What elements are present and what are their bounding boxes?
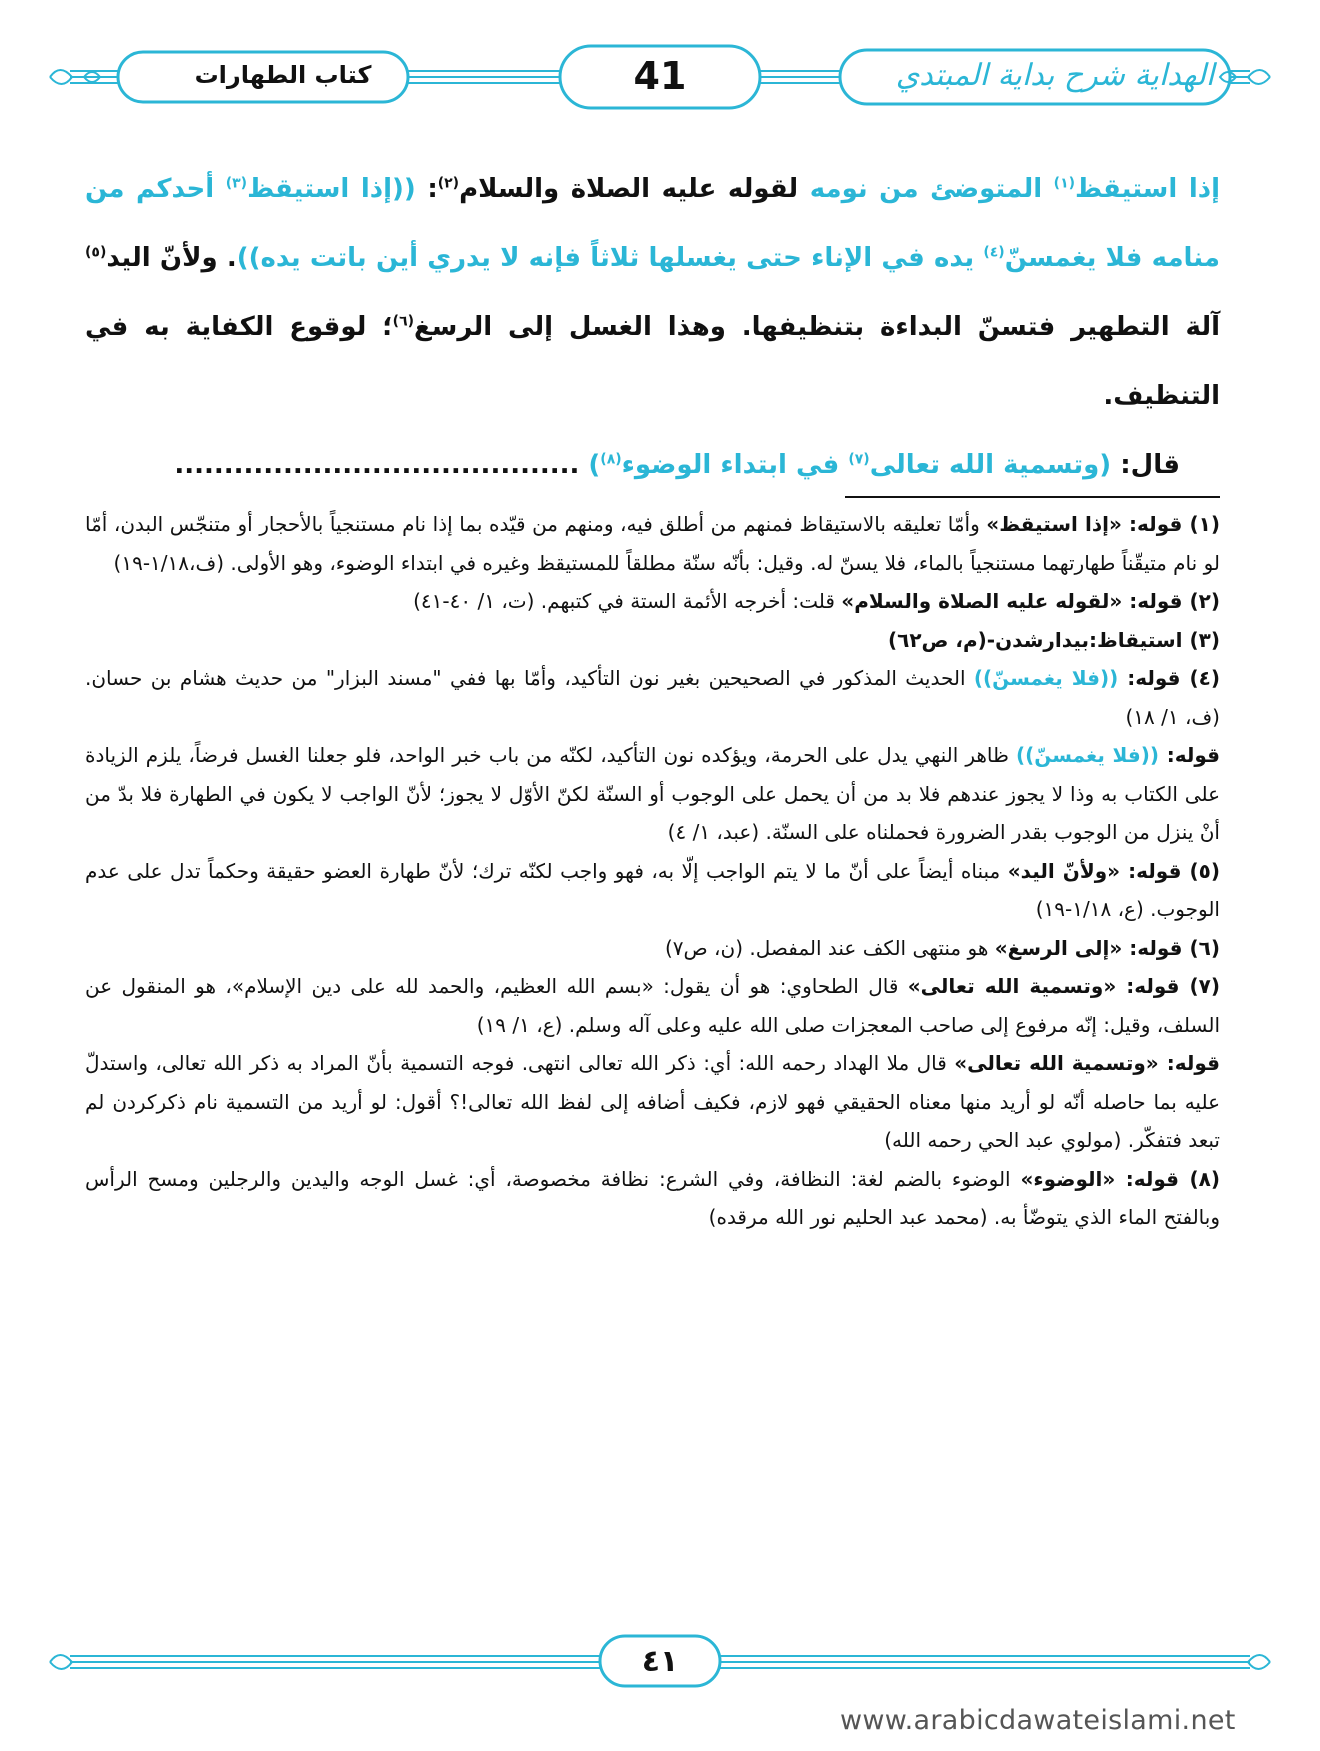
commentary-text: :: [415, 174, 438, 204]
footnote-ref: (٣): [225, 175, 248, 192]
main-paragraph-1: [85, 155, 1220, 431]
footnote-ref: (٥): [85, 244, 107, 261]
hadith-text: ((إذا استيقظ: [247, 174, 416, 204]
footnote-6: [85, 929, 1220, 968]
footnote-number: (٤): [1180, 666, 1220, 690]
footnote-keyword: قوله: «الوضوء»: [1020, 1166, 1180, 1191]
footnote-text: مبناه أيضاً على أنّ ما لا يتم الواجب إلّا به، فهو واجب لكنّه ترك؛ لأنّ طهارة العضو حقيقة وحكماً تدل على عدم الوجوب. (ع، ١/١٨-١٩): [85, 858, 1220, 921]
chapter-title: كتاب الطهارات: [194, 61, 372, 89]
footnote-keyword: قوله: «إذا استيقظ»: [986, 512, 1183, 536]
footnote-ref: (٤): [983, 244, 1005, 261]
footnote-keyword-hadith: ((فلا يغمسنّ)): [1016, 743, 1160, 767]
footnote-5: [85, 852, 1220, 929]
book-title: الهداية شرح بداية المبتدي: [895, 57, 1215, 93]
hadith-text: أحدكم من منامه فلا يغمسنّ: [85, 174, 1221, 273]
footnote-text: قال الطحاوي: هو أن يقول: «بسم الله العظيم، والحمد لله على دين الإسلام»، هو المنقول عن السلف، وقيل: إنّه مرفوع إلى صاحب المعجزات صلى الله عليه وعلى آله وسلم. (ع، ١/ ١٩): [85, 974, 1220, 1037]
main-paragraph-2: [85, 431, 1220, 500]
footnote-keyword: قوله: «وتسمية الله تعالى»: [954, 1051, 1220, 1075]
qala-text: قال:: [1111, 450, 1180, 480]
footnote-number: (٧): [1179, 974, 1220, 998]
footnote-ref: (٦): [392, 313, 415, 330]
footnote-1: [85, 505, 1220, 582]
footer-page-number: ٤١: [641, 1643, 679, 1679]
footnote-separator: [845, 496, 1220, 498]
footnote-text: وأمّا تعليقه بالاستيقاظ فمنهم من أطلق فيه، ومنهم من قيّده بما إذا نام مستنجياً بالأحجار أو متنجّس البدن، أمّا لو نام متيقّناً طهارتهما مستنجياً بالماء، فلا يسنّ له. وقيل: بأنّه سنّة مطلقاً للمستيقظ وغيره في ابتداء الوضوء، وهو الأولى. (ف،١/١٨-١٩): [85, 512, 1220, 575]
page-footer: [40, 1632, 1280, 1692]
footnote-text: الحديث المذكور في الصحيحين بغير نون التأكيد، وأمّا بها ففي "مسند البزار" من حديث هشام بن حسان. (ف، ١/ ١٨): [85, 666, 1220, 729]
footnote-keyword: قوله: «لقوله عليه الصلاة والسلام»: [841, 589, 1183, 613]
matn-text: ): [588, 450, 601, 480]
footnote-keyword-hadith: ((فلا يغمسنّ)): [973, 666, 1119, 690]
footnote-ref: (٢): [437, 175, 460, 192]
commentary-text: ؛ لوقوع الكفاية به في التنظيف.: [85, 312, 1220, 411]
main-text: [85, 155, 1220, 500]
footnote-text: ظاهر النهي يدل على الحرمة، ويؤكده نون التأكيد، لكنّه من باب خبر الواحد، فلو جعلنا الغسل فرضاً، يلزم الزيادة على الكتاب به وذا لا يجوز عندهم فلا بد من أن يحمل على الوجوب أو السنّة لكنّ الأوّل لا يجوز؛ لأنّ الواجب لا يكون في الطهارة فلا بدّ من أنْ ينزل من الوجوب بقدر الضرورة فحملناه على السنّة. (عبد، ١/ ٤): [85, 743, 1220, 844]
website-link[interactable]: www.arabicdawateislami.net: [840, 1705, 1236, 1736]
footnote-text: قلت: أخرجه الأئمة الستة في كتبهم. (ت، ١/ ٤٠-٤١): [413, 589, 842, 613]
page-header: [40, 40, 1280, 116]
footnote-8: [85, 1160, 1220, 1237]
footnote-ref: (١): [1053, 175, 1076, 192]
footnotes: [85, 505, 1220, 1237]
footnote-text: الوضوء بالضم لغة: النظافة، وفي الشرع: نظافة مخصوصة، أي: غسل الوجه واليدين والرجلين ومسح الرأس وبالفتح الماء الذي يتوضّأ به. (محمد عبد الحليم نور الله مرقده): [85, 1166, 1220, 1229]
matn-text: (وتسمية الله تعالى: [869, 450, 1112, 480]
footnote-number: (٥): [1181, 858, 1221, 883]
footnote-keyword: قوله: «وتسمية الله تعالى»: [907, 974, 1180, 998]
commentary-text: . ولأنّ اليد: [106, 243, 237, 273]
footnote-ref: (٧): [848, 451, 870, 468]
page-number: 41: [633, 54, 687, 98]
footnote-keyword: قوله: «إلى الرسغ»: [994, 935, 1183, 960]
commentary-text: لقوله عليه الصلاة والسلام: [459, 174, 810, 204]
footnote-keyword: قوله:: [1159, 743, 1220, 767]
matn-text: المتوضئ من نومه: [809, 174, 1054, 204]
matn-text: في ابتداء الوضوء: [621, 450, 849, 480]
footnote-7: [85, 967, 1220, 1044]
hadith-text: يده في الإناء حتى يغسلها ثلاثاً فإنه لا يدري أين باتت يده)): [236, 243, 984, 273]
footnote-text: هو منتهى الكف عند المفصل. (ن، ص٧): [664, 935, 995, 960]
commentary-text: آلة التطهير فتسنّ البداءة بتنظيفها. وهذا الغسل إلى الرسغ: [414, 312, 1220, 342]
matn-text: إذا استيقظ: [1075, 174, 1220, 204]
footnote-3: (٣) استيقاظ:بيدارشدن-(م، ص٦٢): [887, 627, 1220, 652]
footnote-number: (٦): [1182, 935, 1220, 960]
footnote-text: قال ملا الهداد رحمه الله: أي: ذكر الله تعالى انتهى. فوجه التسمية بأنّ المراد به ذكر الله تعالى، واستدلّ عليه بما حاصله أنّه لو أريد منها معناه الحقيقي فهو لازم، فكيف أضافه إلى لفظ الله تعالى!؟ أقول: لو أريد من التسمية نام ذكركردن لم تبعد فتفكّر. (مولوي عبد الحي رحمه الله): [85, 1051, 1220, 1152]
footnote-2: [85, 582, 1220, 621]
footnote-4: [85, 659, 1220, 736]
footnote-7b: [85, 1044, 1220, 1160]
continuation-dots: .........................................: [174, 450, 589, 480]
footnote-number: (٨): [1179, 1166, 1220, 1191]
footnote-keyword: قوله: «ولأنّ اليد»: [1007, 858, 1182, 883]
footnote-ref: (٨): [600, 451, 622, 468]
footnote-keyword: قوله:: [1118, 666, 1181, 690]
footnote-4b: [85, 736, 1220, 852]
footnote-number: (١): [1182, 512, 1220, 536]
footnote-number: (٢): [1182, 589, 1220, 613]
